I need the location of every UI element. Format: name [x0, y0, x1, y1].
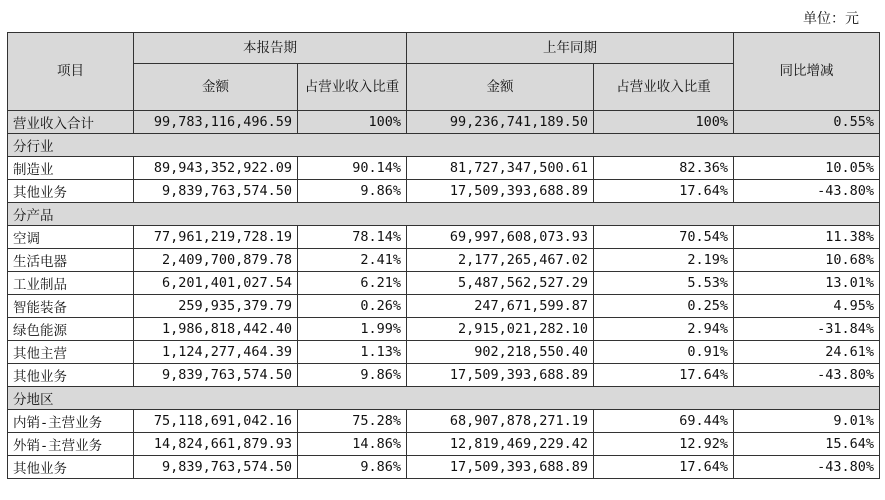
prior-amount-cell: 17,509,393,688.89 — [407, 364, 594, 387]
current-share-cell: 100% — [298, 111, 407, 134]
yoy-cell: 0.55% — [734, 111, 880, 134]
current-share-cell: 14.86% — [298, 433, 407, 456]
current-share-cell: 9.86% — [298, 456, 407, 479]
yoy-cell: -43.80% — [734, 456, 880, 479]
current-amount-cell: 14,824,661,879.93 — [134, 433, 298, 456]
row-label: 内销-主营业务 — [8, 410, 134, 433]
table-row — [8, 364, 880, 387]
section-label: 分地区 — [8, 387, 880, 410]
current-amount-cell: 1,986,818,442.40 — [134, 318, 298, 341]
current-share-cell: 1.13% — [298, 341, 407, 364]
current-share-cell: 1.99% — [298, 318, 407, 341]
header-current-period: 本报告期 — [134, 33, 407, 64]
table-row — [8, 341, 880, 364]
table-row — [8, 318, 880, 341]
current-amount-cell: 77,961,219,728.19 — [134, 226, 298, 249]
prior-amount-cell: 2,177,265,467.02 — [407, 249, 594, 272]
row-label: 其他业务 — [8, 364, 134, 387]
current-amount-cell: 89,943,352,922.09 — [134, 157, 298, 180]
current-share-cell: 90.14% — [298, 157, 407, 180]
section-row — [8, 134, 880, 157]
prior-amount-cell: 17,509,393,688.89 — [407, 180, 594, 203]
header-item: 项目 — [8, 33, 134, 111]
prior-share-cell: 12.92% — [594, 433, 734, 456]
prior-share-cell: 70.54% — [594, 226, 734, 249]
header-current-amount: 金额 — [134, 64, 298, 111]
yoy-cell: 10.05% — [734, 157, 880, 180]
current-amount-cell: 6,201,401,027.54 — [134, 272, 298, 295]
section-row — [8, 387, 880, 410]
prior-amount-cell: 5,487,562,527.29 — [407, 272, 594, 295]
revenue-composition-table — [7, 32, 880, 479]
yoy-cell: 24.61% — [734, 341, 880, 364]
row-label: 制造业 — [8, 157, 134, 180]
table-row — [8, 249, 880, 272]
current-amount-cell: 1,124,277,464.39 — [134, 341, 298, 364]
current-amount-cell: 9,839,763,574.50 — [134, 364, 298, 387]
table-row — [8, 433, 880, 456]
current-amount-cell: 99,783,116,496.59 — [134, 111, 298, 134]
row-label: 生活电器 — [8, 249, 134, 272]
current-amount-cell: 75,118,691,042.16 — [134, 410, 298, 433]
current-amount-cell: 2,409,700,879.78 — [134, 249, 298, 272]
row-label: 空调 — [8, 226, 134, 249]
unit-label: 单位：元 — [803, 11, 859, 27]
row-label: 其他业务 — [8, 456, 134, 479]
header-prior-period: 上年同期 — [407, 33, 734, 64]
table-row — [8, 410, 880, 433]
prior-share-cell: 100% — [594, 111, 734, 134]
section-label: 分行业 — [8, 134, 880, 157]
table-row — [8, 111, 880, 134]
section-row — [8, 203, 880, 226]
header-prior-share: 占营业收入比重 — [594, 64, 734, 111]
prior-share-cell: 17.64% — [594, 180, 734, 203]
row-label: 外销-主营业务 — [8, 433, 134, 456]
current-share-cell: 2.41% — [298, 249, 407, 272]
current-amount-cell: 9,839,763,574.50 — [134, 180, 298, 203]
yoy-cell: 13.01% — [734, 272, 880, 295]
yoy-cell: -43.80% — [734, 180, 880, 203]
yoy-cell: -43.80% — [734, 364, 880, 387]
section-label: 分产品 — [8, 203, 880, 226]
current-amount-cell: 9,839,763,574.50 — [134, 456, 298, 479]
table-body — [8, 111, 880, 479]
current-share-cell: 78.14% — [298, 226, 407, 249]
table-row — [8, 295, 880, 318]
current-share-cell: 9.86% — [298, 364, 407, 387]
yoy-cell: 9.01% — [734, 410, 880, 433]
prior-share-cell: 0.91% — [594, 341, 734, 364]
table-row — [8, 456, 880, 479]
header-yoy: 同比增减 — [734, 33, 880, 111]
prior-amount-cell: 69,997,608,073.93 — [407, 226, 594, 249]
current-share-cell: 0.26% — [298, 295, 407, 318]
prior-share-cell: 5.53% — [594, 272, 734, 295]
current-share-cell: 75.28% — [298, 410, 407, 433]
prior-amount-cell: 247,671,599.87 — [407, 295, 594, 318]
header-prior-amount: 金额 — [407, 64, 594, 111]
prior-share-cell: 17.64% — [594, 456, 734, 479]
prior-amount-cell: 81,727,347,500.61 — [407, 157, 594, 180]
table-row — [8, 272, 880, 295]
prior-share-cell: 82.36% — [594, 157, 734, 180]
current-share-cell: 6.21% — [298, 272, 407, 295]
yoy-cell: -31.84% — [734, 318, 880, 341]
row-label: 智能装备 — [8, 295, 134, 318]
current-amount-cell: 259,935,379.79 — [134, 295, 298, 318]
prior-share-cell: 69.44% — [594, 410, 734, 433]
row-label: 其他主营 — [8, 341, 134, 364]
table-row — [8, 157, 880, 180]
prior-share-cell: 2.94% — [594, 318, 734, 341]
current-share-cell: 9.86% — [298, 180, 407, 203]
table-row — [8, 180, 880, 203]
prior-amount-cell: 68,907,878,271.19 — [407, 410, 594, 433]
yoy-cell: 4.95% — [734, 295, 880, 318]
row-label: 营业收入合计 — [8, 111, 134, 134]
prior-share-cell: 0.25% — [594, 295, 734, 318]
prior-amount-cell: 2,915,021,282.10 — [407, 318, 594, 341]
header-current-share: 占营业收入比重 — [298, 64, 407, 111]
yoy-cell: 10.68% — [734, 249, 880, 272]
prior-amount-cell: 12,819,469,229.42 — [407, 433, 594, 456]
prior-share-cell: 17.64% — [594, 364, 734, 387]
prior-amount-cell: 17,509,393,688.89 — [407, 456, 594, 479]
row-label: 其他业务 — [8, 180, 134, 203]
prior-amount-cell: 902,218,550.40 — [407, 341, 594, 364]
table-row — [8, 226, 880, 249]
row-label: 绿色能源 — [8, 318, 134, 341]
row-label: 工业制品 — [8, 272, 134, 295]
prior-amount-cell: 99,236,741,189.50 — [407, 111, 594, 134]
table-header — [8, 33, 880, 111]
yoy-cell: 15.64% — [734, 433, 880, 456]
prior-share-cell: 2.19% — [594, 249, 734, 272]
yoy-cell: 11.38% — [734, 226, 880, 249]
